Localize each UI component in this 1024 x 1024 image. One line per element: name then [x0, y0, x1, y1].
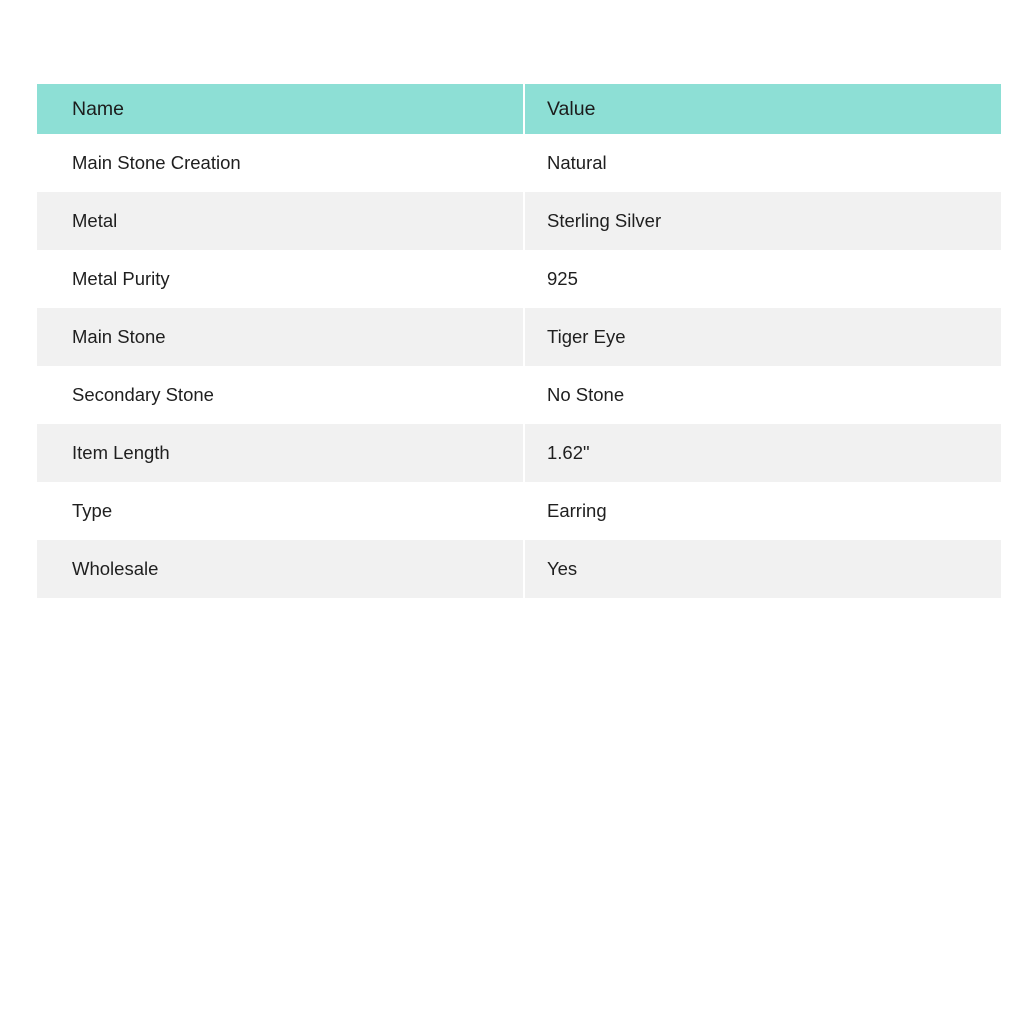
row-value: Sterling Silver: [524, 192, 1001, 250]
row-label: Type: [37, 482, 524, 540]
table-row: [37, 482, 1001, 540]
table-row: [37, 308, 1001, 366]
row-label: Item Length: [37, 424, 524, 482]
row-label: Main Stone Creation: [37, 134, 524, 192]
table-row: [37, 424, 1001, 482]
table-row: [37, 250, 1001, 308]
row-value: Natural: [524, 134, 1001, 192]
row-value: Earring: [524, 482, 1001, 540]
row-value: Tiger Eye: [524, 308, 1001, 366]
row-value: 925: [524, 250, 1001, 308]
table-row: [37, 134, 1001, 192]
table-row: [37, 366, 1001, 424]
table-header-row: [37, 84, 1001, 134]
table-row: [37, 192, 1001, 250]
row-label: Secondary Stone: [37, 366, 524, 424]
row-label: Main Stone: [37, 308, 524, 366]
row-label: Metal: [37, 192, 524, 250]
table-body: [37, 134, 1001, 598]
column-header-value: Value: [524, 84, 1001, 134]
table-row: [37, 540, 1001, 598]
row-value: 1.62": [524, 424, 1001, 482]
table-header: [37, 84, 1001, 134]
row-label: Metal Purity: [37, 250, 524, 308]
column-header-name: Name: [37, 84, 524, 134]
product-specifications-table: [37, 84, 1001, 598]
row-value: No Stone: [524, 366, 1001, 424]
row-label: Wholesale: [37, 540, 524, 598]
row-value: Yes: [524, 540, 1001, 598]
